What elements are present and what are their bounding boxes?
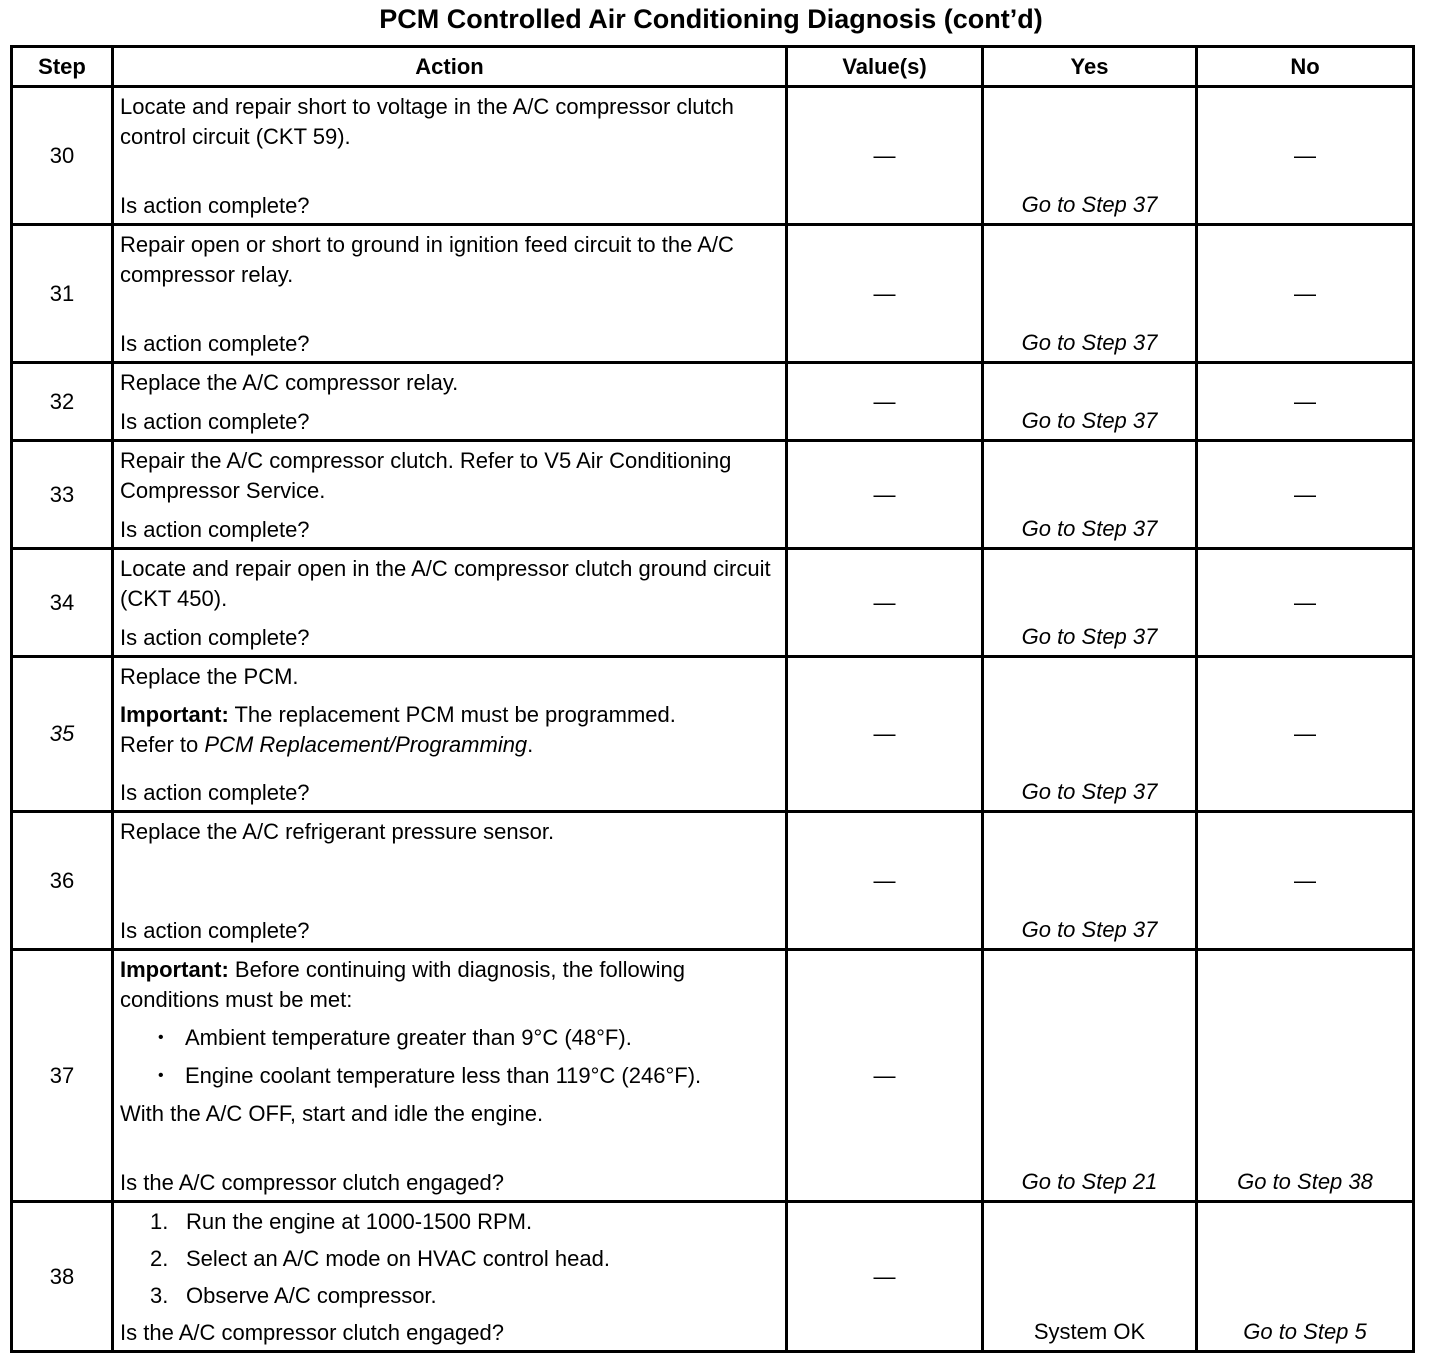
action-question: Is action complete? [120,780,310,805]
header-yes: Yes [983,47,1197,87]
no-result: Go to Step 5 [1197,1202,1414,1352]
action-text: Locate and repair open in the A/C compressor clutch ground circuit (CKT 450). [120,556,771,611]
value-cell: — [787,363,983,441]
action-text: Replace the A/C refrigerant pressure sensor. [120,819,555,844]
list-item: • Ambient temperature greater than 9°C (48°F). [120,1023,779,1053]
value-cell: — [787,87,983,225]
header-values: Value(s) [787,47,983,87]
value-cell: — [787,225,983,363]
table-row [12,363,1414,441]
step-number: 37 [12,950,113,1202]
no-result: — [1197,812,1414,950]
step-number: 34 [12,549,113,657]
refer-line [120,730,779,760]
important-note [120,955,779,1015]
action-question: Is action complete? [120,517,310,542]
action-question: Is action complete? [120,409,310,434]
important-label: Important: [120,702,229,727]
important-note [120,700,779,730]
yes-result: Go to Step 37 [983,363,1197,441]
action-text: With the A/C OFF, start and idle the engine. [120,1101,544,1126]
table-row [12,657,1414,812]
table-row [12,812,1414,950]
refer-link: PCM Replacement/Programming [204,732,528,757]
item-text: Select an A/C mode on HVAC control head. [186,1246,610,1271]
action-text: Repair open or short to ground in ignition feed circuit to the A/C compressor relay. [120,232,734,287]
table-row [12,225,1414,363]
action-question: Is action complete? [120,625,310,650]
action-cell [113,549,787,657]
action-question: Is action complete? [120,193,310,218]
yes-result: Go to Step 37 [983,549,1197,657]
step-number: 36 [12,812,113,950]
action-text: Replace the PCM. [120,664,299,689]
procedure-list [120,1207,779,1318]
item-number: 3. [150,1283,169,1308]
step-number: 33 [12,441,113,549]
action-cell [113,950,787,1202]
refer-prefix: Refer to [120,732,199,757]
value-cell: — [787,657,983,812]
action-cell [113,87,787,225]
list-item [120,1281,779,1311]
table-row [12,441,1414,549]
yes-result: System OK [983,1202,1197,1352]
yes-result: Go to Step 37 [983,441,1197,549]
action-question: Is the A/C compressor clutch engaged? [120,1170,504,1195]
header-no: No [1197,47,1414,87]
table-row [12,549,1414,657]
action-cell [113,441,787,549]
no-result: — [1197,363,1414,441]
value-cell: — [787,812,983,950]
table-row [12,1202,1414,1352]
yes-result: Go to Step 37 [983,87,1197,225]
step-number: 30 [12,87,113,225]
no-result: — [1197,549,1414,657]
header-action: Action [113,47,787,87]
action-text: Replace the A/C compressor relay. [120,370,459,395]
yes-result: Go to Step 21 [983,950,1197,1202]
action-cell [113,225,787,363]
item-text: Observe A/C compressor. [186,1283,437,1308]
value-cell: — [787,441,983,549]
item-number: 2. [150,1246,169,1271]
important-text: The replacement PCM must be programmed. [234,702,676,727]
no-result: — [1197,657,1414,812]
diagnosis-table [10,45,1415,1353]
action-text: Repair the A/C compressor clutch. Refer to V5 Air Conditioning Compressor Service. [120,448,732,503]
step-number: 31 [12,225,113,363]
no-result: — [1197,87,1414,225]
no-result: — [1197,441,1414,549]
item-number: 1. [150,1209,169,1234]
page-title: PCM Controlled Air Conditioning Diagnosis (cont’d) [379,4,1043,34]
list-item: • Engine coolant temperature less than 119°C (246°F). [120,1061,779,1091]
table-header-row [12,47,1414,87]
action-question: Is action complete? [120,918,310,943]
no-result: — [1197,225,1414,363]
list-item [120,1207,779,1237]
yes-result: Go to Step 37 [983,812,1197,950]
table-row [12,87,1414,225]
action-question: Is action complete? [120,331,310,356]
step-number: 35 [12,657,113,812]
no-result: Go to Step 38 [1197,950,1414,1202]
action-cell [113,657,787,812]
value-cell: — [787,950,983,1202]
table-row [12,950,1414,1202]
header-step: Step [12,47,113,87]
conditions-list [120,1023,779,1099]
important-label: Important: [120,957,229,982]
action-cell [113,812,787,950]
yes-result: Go to Step 37 [983,225,1197,363]
action-cell [113,1202,787,1352]
value-cell: — [787,1202,983,1352]
value-cell: — [787,549,983,657]
step-number: 32 [12,363,113,441]
list-item [120,1244,779,1274]
action-question: Is the A/C compressor clutch engaged? [120,1320,504,1345]
important-text: Before continuing with diagnosis, the following conditions must be met: [120,957,685,1012]
action-text: Locate and repair short to voltage in the A/C compressor clutch control circuit (CKT 59). [120,94,734,149]
action-cell [113,363,787,441]
refer-suffix: . [527,732,534,757]
step-number: 38 [12,1202,113,1352]
yes-result: Go to Step 37 [983,657,1197,812]
item-text: Run the engine at 1000-1500 RPM. [186,1209,533,1234]
